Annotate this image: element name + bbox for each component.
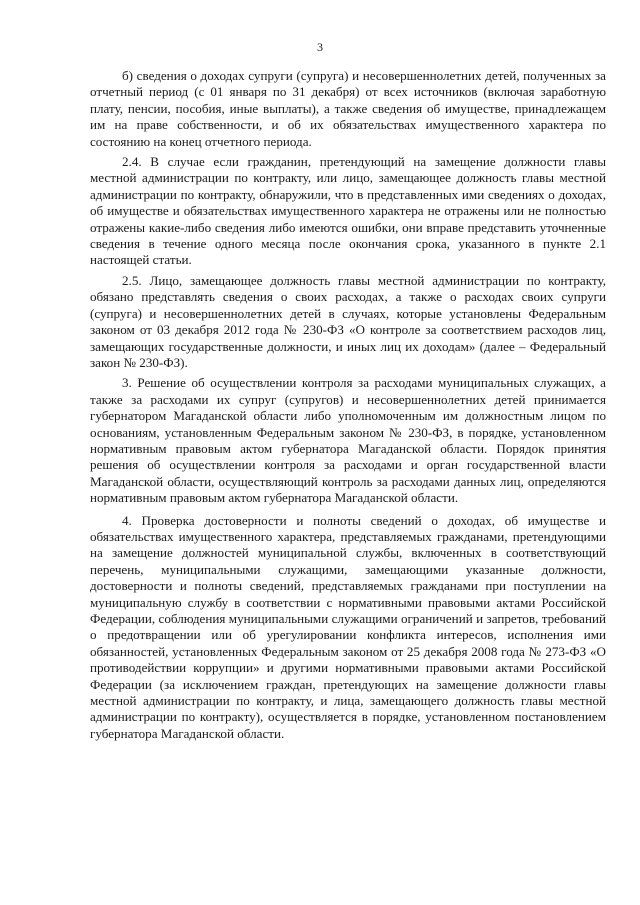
document-body (90, 68, 606, 746)
page-number: 3 (317, 40, 323, 54)
paragraph-section-2-4: 2.4. В случае если гражданин, претендующий на замещение должности главы местной администрации по контракту, или лицо, замещающее должность главы местной администрации по контракту, обнаружили, что в представленных ими сведениях о доходах, об имуществе и обязательствах имущественного характера не отражены или не полностью отражены какие-либо сведения либо имеются ошибки, они вправе представить уточненные сведения в течение одного месяца после окончания срока, указанного в пункте 2.1 настоящей статьи. (90, 154, 606, 268)
paragraph-item-b: б) сведения о доходах супруги (супруга) и несовершеннолетних детей, полученных за отчетный период (с 01 января по 31 декабря) от всех источников (включая заработную плату, пенсии, пособия, иные выплаты), а также сведения об имуществе, принадлежащем им на праве собственности, и об их обязательствах имущественного характера по состоянию на конец отчетного периода. (90, 68, 606, 149)
paragraph-section-2-5: 2.5. Лицо, замещающее должность главы местной администрации по контракту, обязано представлять сведения о своих расходах, а также о расходах своих супруги (супруга) и несовершеннолетних детей в случаях, которые установлены Федеральным законом от 03 декабря 2012 года № 230-ФЗ «О контроле за соответствием расходов лиц, замещающих государственные должности, и иных лиц их доходам» (далее – Федеральный закон № 230-ФЗ). (90, 272, 606, 370)
paragraph-section-3: 3. Решение об осуществлении контроля за расходами муниципальных служащих, а также за расходами их супруг (супругов) и несовершеннолетних детей принимается губернатором Магаданской области либо уполномоченным им должностным лицом по основаниям, установленным Федеральным законом № 230-ФЗ, в порядке, установленном нормативным правовым актом губернатора Магаданской области. Порядок принятия решения об осуществлении контроля за расходами и орган государственной власти Магаданской области, осуществляющий контроль за расходами данных лиц, определяются нормативным правовым актом губернатора Магаданской области. (90, 375, 606, 506)
paragraph-section-4: 4. Проверка достоверности и полноты сведений о доходах, об имуществе и обязательствах имущественного характера, представляемых гражданами, претендующими на замещение должностей муниципальной службы, включенных в соответствующий перечень, муниципальными служащими, замещающими указанные должности, достоверности и полноты сведений, представляемых гражданами при поступлении на муниципальную службу в соответствии с нормативными правовыми актами Российской Федерации, соблюдения муниципальными служащими ограничений и запретов, требований о предотвращении или об урегулировании конфликта интересов, исполнения ими обязанностей, установленных Федеральным законом от 25 декабря 2008 года № 273-ФЗ «О противодействии коррупции» и другими нормативными правовыми актами Российской Федерации (за исключением граждан, претендующих на замещение должности главы местной администрации по контракту, и лица, замещающего должность главы местной администрации по контракту), осуществляется в порядке, установленном постановлением губернатора Магаданской области. (90, 512, 606, 741)
